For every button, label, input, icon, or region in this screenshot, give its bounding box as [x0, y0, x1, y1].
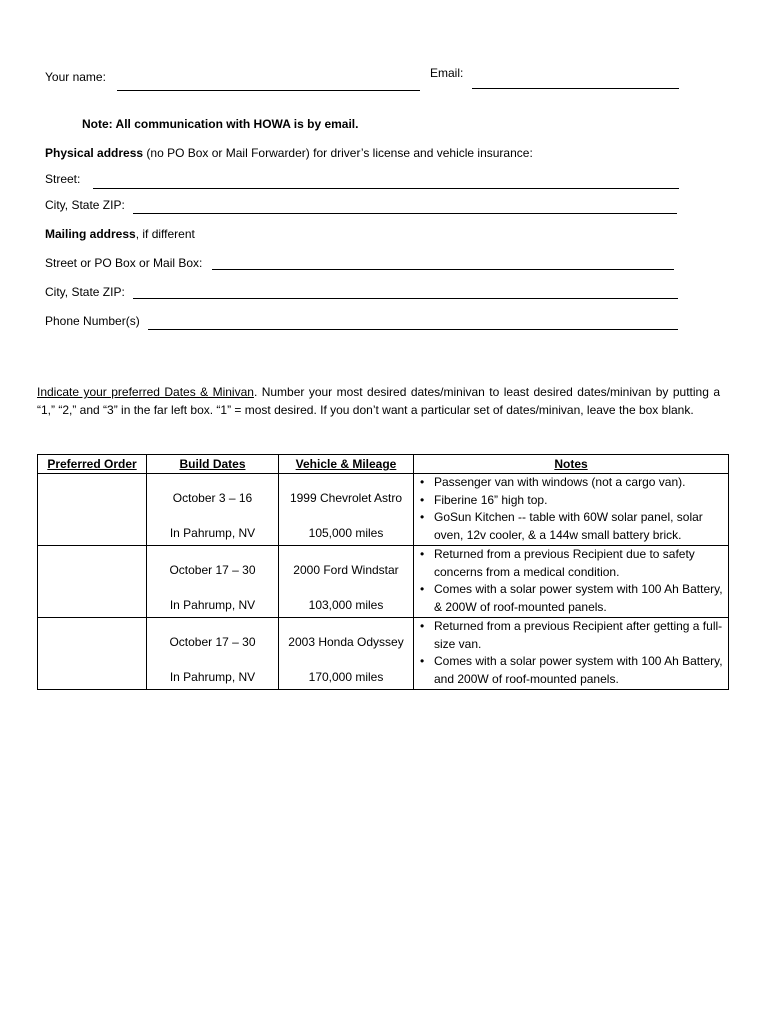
- notes-list: [414, 546, 728, 616]
- vehicle-cell: [279, 546, 414, 618]
- table-row: [38, 474, 729, 546]
- mailing-city-field[interactable]: [133, 298, 678, 299]
- header-notes: Notes: [414, 455, 729, 474]
- street-field[interactable]: [93, 188, 679, 189]
- mailing-city-label: City, State ZIP:: [45, 285, 125, 299]
- phone-label: Phone Number(s): [45, 314, 140, 328]
- mailing-street-field[interactable]: [212, 269, 674, 270]
- notes-list: [414, 618, 728, 688]
- vehicle-mileage: 170,000 miles: [308, 670, 384, 684]
- list-item: • Returned from a previous Recipient due to safety concerns from a medical condition.: [434, 546, 728, 581]
- notes-cell: [414, 474, 729, 546]
- vehicle-name: 1999 Chevrolet Astro: [289, 491, 403, 505]
- build-dates-cell: [147, 618, 279, 690]
- build-dates-cell: [147, 546, 279, 618]
- build-location: In Pahrump, NV: [169, 598, 256, 612]
- preferred-order-box[interactable]: [38, 474, 147, 546]
- instructions-paragraph: [37, 384, 720, 419]
- build-location: In Pahrump, NV: [169, 526, 256, 540]
- mailing-address-heading: [45, 227, 195, 241]
- instructions-heading: Indicate your preferred Dates & Minivan: [37, 385, 254, 399]
- build-dates-cell: [147, 474, 279, 546]
- vehicle-name: 2000 Ford Windstar: [293, 563, 399, 577]
- list-item: • Returned from a previous Recipient after getting a full-size van.: [434, 618, 728, 653]
- build-location: In Pahrump, NV: [169, 670, 256, 684]
- build-dates: October 17 – 30: [169, 563, 256, 577]
- preferred-order-box[interactable]: [38, 546, 147, 618]
- notes-cell: [414, 546, 729, 618]
- header-build-dates: Build Dates: [147, 455, 279, 474]
- build-dates: October 17 – 30: [169, 635, 256, 649]
- phone-field[interactable]: [148, 329, 678, 330]
- list-item: • Comes with a solar power system with 100 Ah Battery, and 200W of roof-mounted panels.: [434, 653, 728, 688]
- header-preferred-order: Preferred Order: [38, 455, 147, 474]
- preferred-order-box[interactable]: [38, 618, 147, 690]
- physical-address-heading: [45, 146, 533, 160]
- vehicle-cell: [279, 474, 414, 546]
- notes-cell: [414, 618, 729, 690]
- build-dates: October 3 – 16: [172, 491, 253, 505]
- list-item: • GoSun Kitchen -- table with 60W solar panel, solar oven, 12v cooler, & a 144w small battery brick.: [434, 509, 728, 544]
- notes-list: [414, 474, 728, 544]
- vehicle-mileage: 105,000 miles: [308, 526, 384, 540]
- mailing-address-title: Mailing address: [45, 227, 136, 241]
- physical-address-title: Physical address: [45, 146, 144, 160]
- email-note: Note: All communication with HOWA is by email.: [82, 117, 359, 131]
- instructions-text: . Number your most desired dates/minivan to least desired dates/minivan by putting a “1,” “2,” and “3” in the far left box. “1” = most desired. If you don’t want a particular set of dates/minivan, leave the box blank.: [37, 385, 721, 417]
- city-state-zip-label: City, State ZIP:: [45, 198, 125, 212]
- table-row: [38, 546, 729, 618]
- vehicle-name: 2003 Honda Odyssey: [288, 635, 404, 649]
- vehicle-cell: [279, 618, 414, 690]
- table-header-row: [38, 455, 729, 474]
- city-state-zip-field[interactable]: [133, 213, 677, 214]
- mailing-address-note: , if different: [135, 227, 195, 241]
- physical-address-note: (no PO Box or Mail Forwarder) for driver’s license and vehicle insurance:: [143, 146, 533, 160]
- vehicle-options-table: [37, 454, 729, 690]
- header-vehicle-mileage: Vehicle & Mileage: [279, 455, 414, 474]
- email-field[interactable]: [472, 88, 679, 89]
- vehicle-mileage: 103,000 miles: [308, 598, 384, 612]
- list-item: • Comes with a solar power system with 100 Ah Battery, & 200W of roof-mounted panels.: [434, 581, 728, 616]
- name-label: Your name:: [45, 70, 106, 84]
- list-item: • Passenger van with windows (not a cargo van).: [434, 474, 728, 492]
- street-label: Street:: [45, 172, 81, 186]
- email-label: Email:: [430, 66, 464, 80]
- table-row: [38, 618, 729, 690]
- name-field[interactable]: [117, 90, 420, 91]
- mailing-street-label: Street or PO Box or Mail Box:: [45, 256, 203, 270]
- list-item: • Fiberine 16” high top.: [434, 492, 728, 510]
